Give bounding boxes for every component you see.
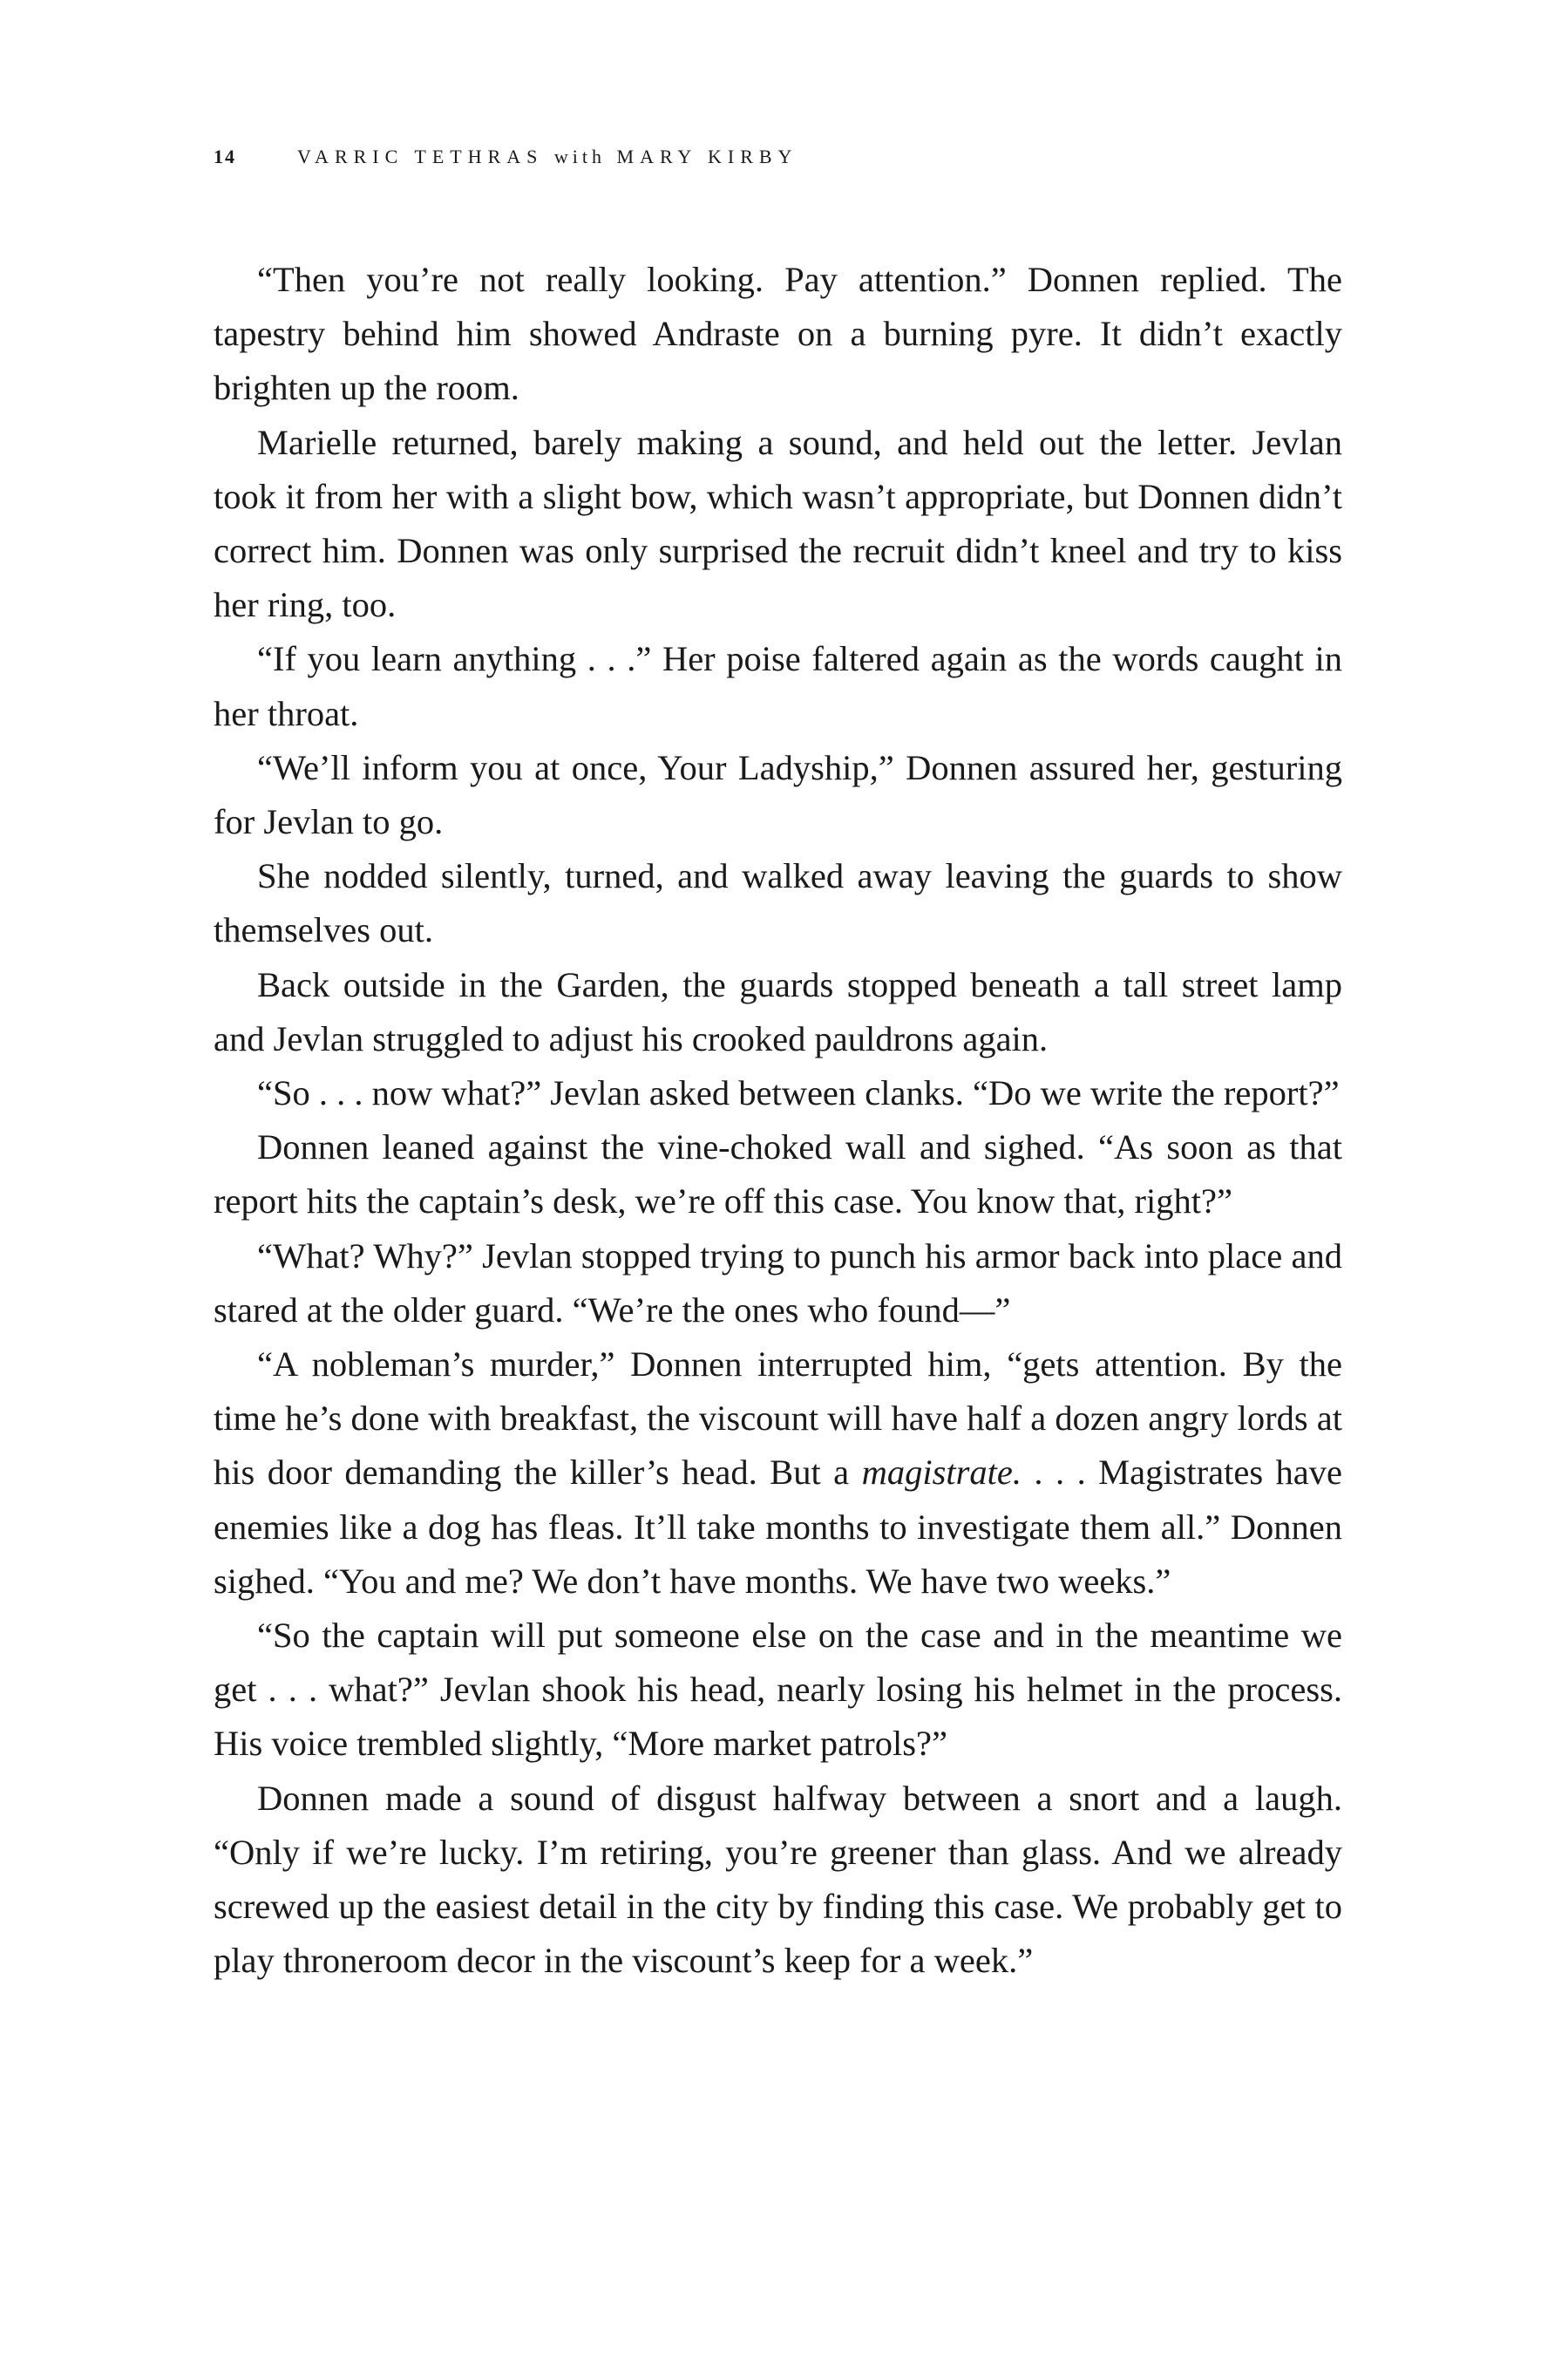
coauthor-name: MARY KIRBY <box>616 146 798 167</box>
paragraph: She nodded silently, turned, and walked away leaving the guards to show themselves out. <box>214 856 1342 950</box>
paragraph: Donnen made a sound of disgust halfway between a snort and a laugh. “Only if we’re lucky. I’m retiring, you’re greener than glass. And we already screwed up the easiest detail in the city by finding this case. We probably get to play throneroom decor in the viscount’s keep for a week.” <box>214 1778 1342 1981</box>
paragraph-text: . . . Magistrates have enemies like a dog has fleas. It’ll take months to investigate them all.” Donnen sighed. “You and me? We don’t have months. We have two weeks.” <box>214 1453 1342 1601</box>
paragraph-emphasis: magistrate. <box>861 1453 1022 1493</box>
paragraph: “We’ll inform you at once, Your Ladyship,” Donnen assured her, gesturing for Jevlan to go. <box>214 747 1342 842</box>
running-head <box>214 139 798 174</box>
paragraph <box>214 1337 1342 1609</box>
paragraph: Donnen leaned against the vine-choked wall and sighed. “As soon as that report hits the captain’s desk, we’re off this case. You know that, right?” <box>214 1127 1342 1221</box>
author-joiner: with <box>553 146 607 167</box>
author-name: VARRIC TETHRAS <box>297 146 544 167</box>
paragraph: “What? Why?” Jevlan stopped trying to punch his armor back into place and stared at the older guard. “We’re the ones who found—” <box>214 1235 1342 1330</box>
page-number: 14 <box>214 146 236 167</box>
paragraph: “So . . . now what?” Jevlan asked between clanks. “Do we write the report?” <box>257 1073 1340 1113</box>
paragraph: Back outside in the Garden, the guards stopped beneath a tall street lamp and Jevlan struggled to adjust his crooked pauldrons again. <box>214 964 1342 1058</box>
paragraph: Marielle returned, barely making a sound, and held out the letter. Jevlan took it from her with a slight bow, which wasn’t appropriate, but Donnen didn’t correct him. Donnen was only surprised the recruit didn’t kneel and try to kiss her ring, too. <box>214 422 1342 625</box>
running-title <box>297 146 798 168</box>
body-text <box>214 253 1342 1989</box>
paragraph: “If you learn anything . . .” Her poise faltered again as the words caught in her throat. <box>214 639 1342 733</box>
paragraph: “Then you’re not really looking. Pay attention.” Donnen replied. The tapestry behind him showed Andraste on a burning pyre. It didn’t exactly brighten up the room. <box>214 260 1342 408</box>
paragraph-text: “A nobleman’s murder,” Donnen interrupted him, “gets attention. By the time he’s done with breakfast, the viscount will have half a dozen angry lords at his door demanding the killer’s head. But a <box>214 1344 1342 1493</box>
paragraph: “So the captain will put someone else on the case and in the meantime we get . . . what?” Jevlan shook his head, nearly losing his helmet in the process. His voice trembled slightly, “More market patrols?” <box>214 1616 1342 1764</box>
